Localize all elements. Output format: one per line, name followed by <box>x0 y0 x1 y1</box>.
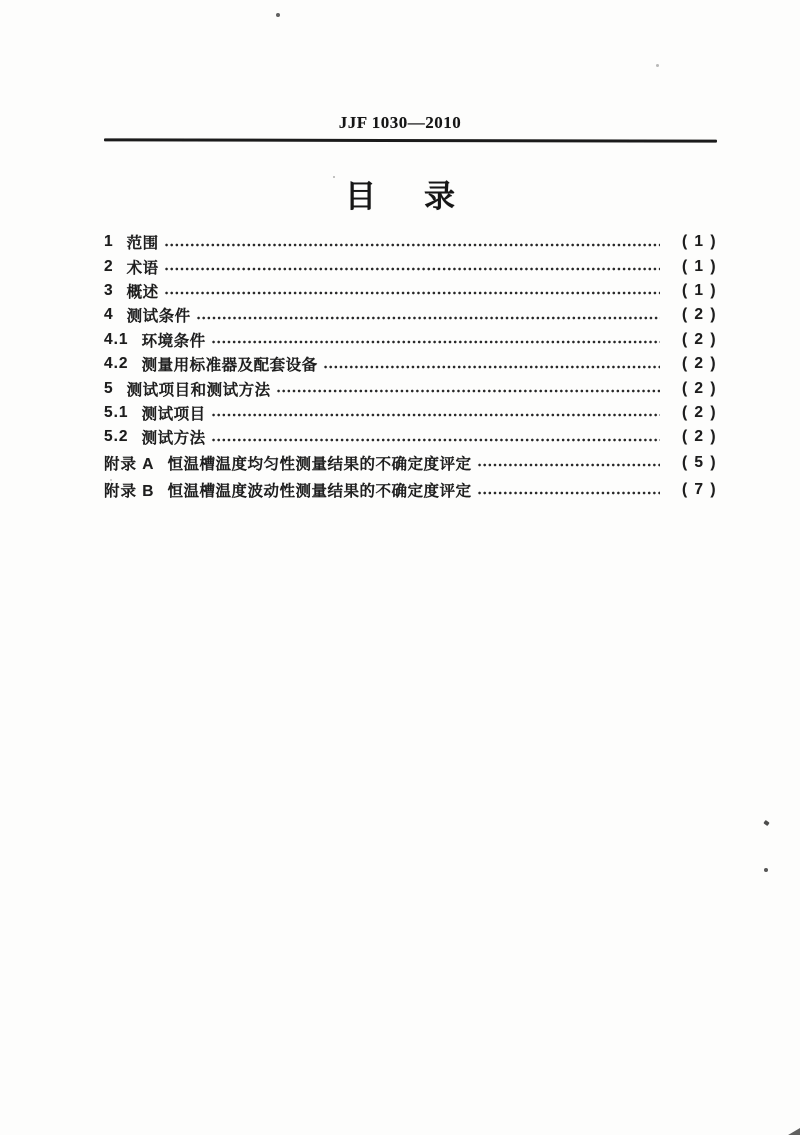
header-rule <box>104 138 717 142</box>
toc-entry-page: ( 1 ) <box>681 233 717 251</box>
toc-entry-page: ( 1 ) <box>681 281 717 299</box>
toc-entry-title: 恒温槽温度均匀性测量结果的不确定度评定 <box>167 455 472 473</box>
toc-entry-title: 范围 <box>126 235 159 253</box>
scan-speck <box>656 64 659 67</box>
toc-entry-number: 1 <box>104 233 114 251</box>
toc-entry-title: 测试项目 <box>141 405 206 423</box>
toc-entry <box>104 303 717 327</box>
toc-entry-page: ( 1 ) <box>681 257 717 275</box>
toc-entry-number: 4.2 <box>104 355 129 373</box>
scan-speck <box>276 13 280 17</box>
toc-entry-page: ( 7 ) <box>681 481 717 499</box>
toc-entry-number: 5 <box>104 379 114 397</box>
toc-entry <box>104 376 717 400</box>
toc-entry-page: ( 2 ) <box>681 403 717 421</box>
toc-entry-number: 2 <box>104 257 114 275</box>
toc-entry-page: ( 5 ) <box>681 453 717 471</box>
page-title <box>0 171 800 216</box>
toc-entry <box>104 328 717 352</box>
dot-leader <box>196 313 660 323</box>
document-code: JJF 1030—2010 <box>338 113 462 132</box>
toc-entry-title: 测试方法 <box>141 430 206 448</box>
scan-speck <box>763 820 769 826</box>
toc-entry-title: 测试条件 <box>126 308 191 326</box>
scan-speck <box>110 479 112 481</box>
page-title-char-1: 目 <box>345 179 376 214</box>
dot-leader <box>477 488 660 498</box>
page-title-char-2: 录 <box>424 179 455 214</box>
toc-entry-number: 4.1 <box>104 330 129 348</box>
toc-entry <box>104 401 717 425</box>
toc-entry-page: ( 2 ) <box>681 379 717 397</box>
toc-entry-number: 4 <box>104 306 114 324</box>
dot-leader <box>323 362 660 372</box>
toc-entry-number: 5.2 <box>104 428 129 446</box>
toc-entry-title: 环境条件 <box>141 332 206 350</box>
scan-speck <box>764 868 768 872</box>
dot-leader <box>164 240 660 250</box>
toc-entry-number: 附录 A <box>104 455 155 473</box>
toc-entry-number: 5.1 <box>104 403 129 421</box>
toc-entry-page: ( 2 ) <box>681 428 717 446</box>
toc-entry <box>104 254 717 278</box>
toc-entry-page: ( 2 ) <box>681 306 717 324</box>
toc-entry-page: ( 2 ) <box>681 330 717 348</box>
toc-entry-number: 附录 B <box>104 483 155 501</box>
toc-entry <box>104 230 717 254</box>
toc-entry <box>104 425 717 449</box>
toc-entry <box>104 279 717 303</box>
dot-leader <box>276 386 660 396</box>
toc-entry-title: 概述 <box>126 283 159 301</box>
dot-leader <box>211 410 660 420</box>
toc-entry <box>104 352 717 376</box>
toc-entry-title: 测量用标准器及配套设备 <box>141 357 318 375</box>
scan-corner-mark <box>786 1128 800 1135</box>
toc-entry-title: 术语 <box>126 259 159 277</box>
dot-leader <box>211 337 660 347</box>
toc-entry-appendix-b <box>104 478 717 502</box>
toc-entry-appendix-a <box>104 451 717 475</box>
table-of-contents <box>104 230 717 502</box>
dot-leader <box>477 460 660 470</box>
toc-entry-page: ( 2 ) <box>681 355 717 373</box>
scan-speck <box>333 176 335 178</box>
toc-entry-title: 恒温槽温度波动性测量结果的不确定度评定 <box>167 483 472 501</box>
dot-leader <box>164 288 660 298</box>
toc-entry-title: 测试项目和测试方法 <box>126 381 271 399</box>
dot-leader <box>211 435 660 445</box>
toc-entry-number: 3 <box>104 281 114 299</box>
dot-leader <box>164 264 660 274</box>
